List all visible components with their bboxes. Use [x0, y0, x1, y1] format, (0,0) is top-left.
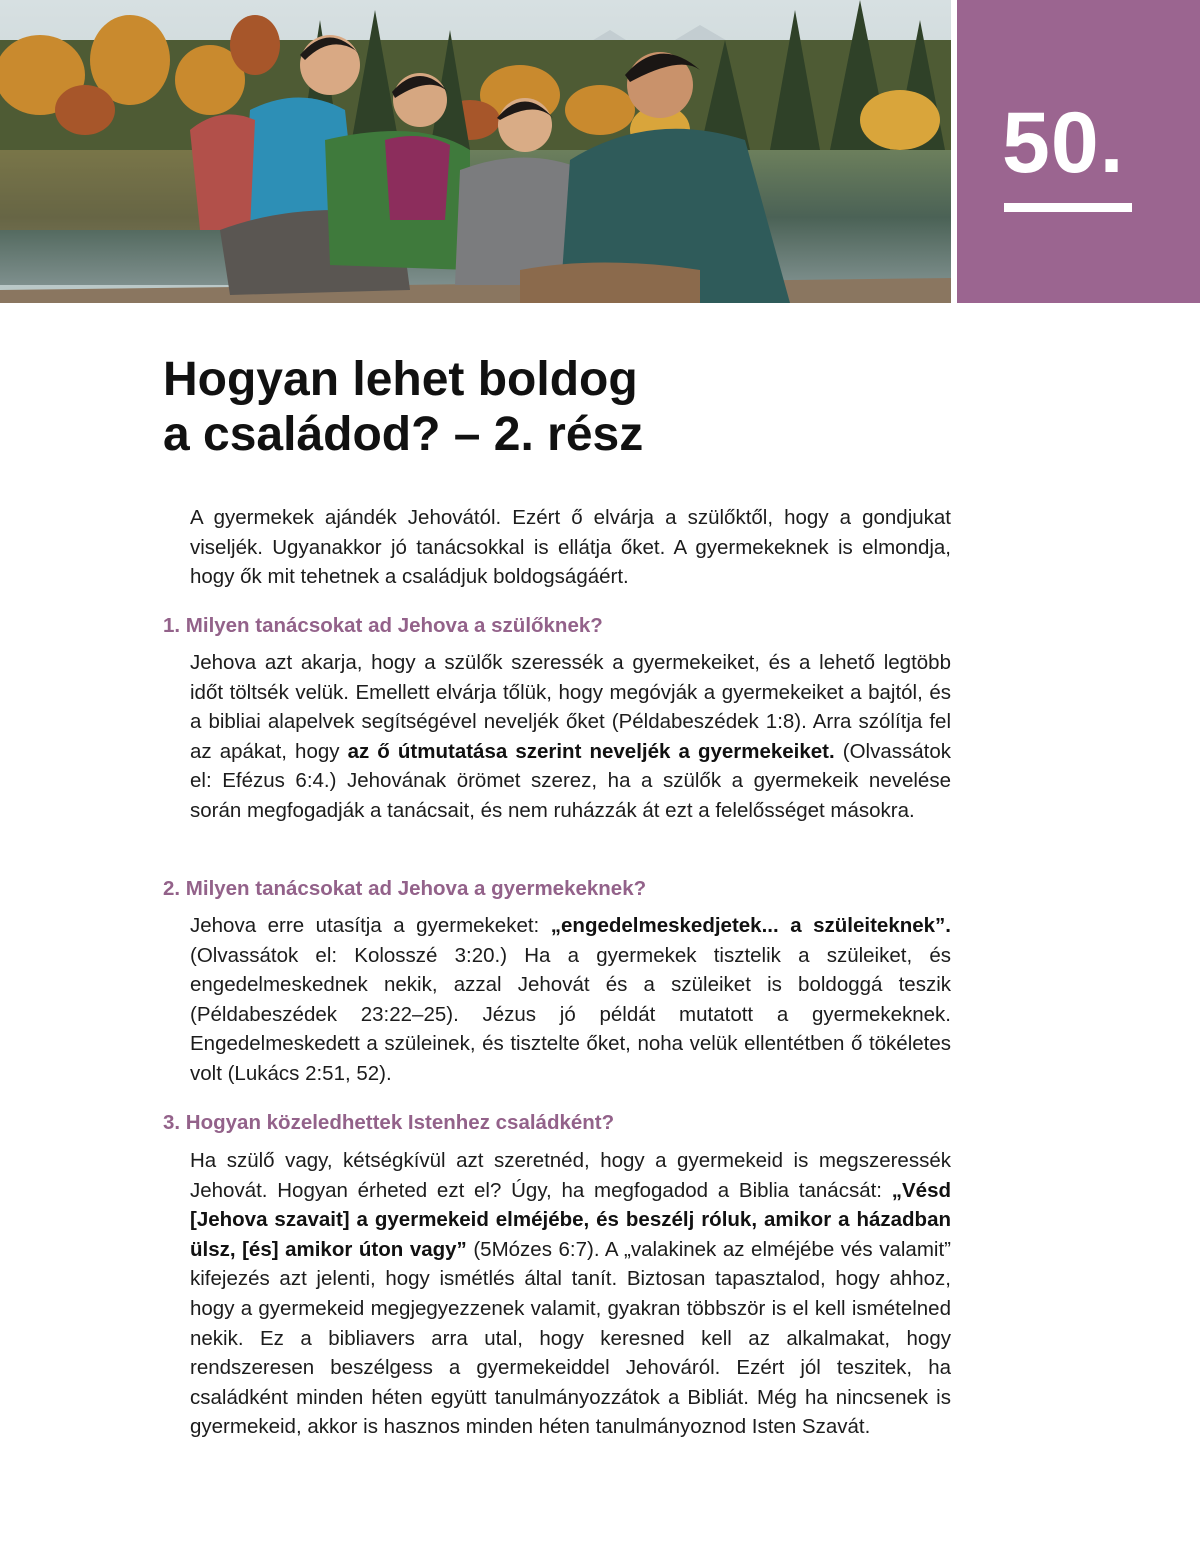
section-3-emphasis: „Vésd [Jehova szavait] a gyermekeid elméjébe, és beszélj róluk, amikor a házadban ülsz, [és] amikor úton vagy”: [190, 1178, 951, 1261]
section-2-heading: 2. Milyen tanácsokat ad Jehova a gyermekeknek?: [163, 877, 647, 900]
section-1-paragraph: [190, 648, 951, 826]
section-1-heading: 1. Milyen tanácsokat ad Jehova a szülőknek?: [163, 614, 603, 637]
section-2-text-a: Jehova erre utasítja a gyermekeket:: [190, 914, 551, 937]
intro-paragraph: A gyermekek ajándék Jehovától. Ezért ő elvárja a szülőktől, hogy a gondjukat viseljék. Ugyanakkor jó tanácsokkal is ellátja őket. A gyermekeknek is elmondja, hogy ők mit tehetnek a családjuk boldogságáért.: [190, 506, 951, 589]
section-1-emphasis: az ő útmutatása szerint neveljék a gyermekeiket.: [347, 739, 835, 763]
title-line-1: Hogyan lehet boldog: [163, 353, 638, 406]
section-3-text-b: (5Mózes 6:7). A „valakinek az elméjébe vés valamit” kifejezés azt jelenti, hogy ismétlés által tanít. Biztosan tapasztalod, hogy ahhoz, hogy a gyermekeid megjegyezzenek valamit, gyakran többször is el kell ismételned nekik. Ez a bibliavers arra utal, hogy keresned kell az alkalmakat, hogy rendszeresen beszélgess a gyermekeiddel Jehováról. Ezért jól teszitek, ha családként minden héten együtt tanulmányozzátok a Bibliát. Még ha nincsenek is gyermekeid, akkor is hasznos minden héten tanulmányoznod Isten Szavát.: [190, 1237, 951, 1439]
family-by-lake-illustration: [0, 0, 951, 303]
section-3-text-a: Ha szülő vagy, kétségkívül azt szeretnéd, hogy a gyermekeid is megszeressék Jehovát. Hogyan érheted ezt el? Úgy, ha megfogadod a Biblia tanácsát:: [190, 1149, 951, 1202]
section-2-text-b: (Olvassátok el: Kolosszé 3:20.) Ha a gyermekek tisztelik a szüleiket, és engedelmeskednek nekik, azzal Jehovát és a szüleiket is boldoggá teszik (Példabeszédek 23:22–25). Jézus jó példát mutatott a gyermekeknek. Engedelmeskedett a szüleinek, és tisztelte őket, noha velük ellentétben ő tökéletes volt (Lukács 2:51, 52).: [190, 943, 951, 1085]
section-1-text-b: (Olvassátok el: Efézus 6:4.) Jehovának örömet szerez, ha a szülők a gyermekeik nevelése során megfogadják a tanácsait, és nem ruházzák át ezt a felelősséget másokra.: [190, 739, 952, 822]
chapter-underline: [1004, 203, 1132, 212]
section-3-heading: 3. Hogyan közeledhettek Istenhez családként?: [163, 1111, 615, 1134]
section-1-text-a: Jehova azt akarja, hogy a szülők szeressék a gyermekeiket, és a lehető legtöbb időt töltsék velük. Emellett elvárja tőlük, hogy megóvják a gyermekeiket a bajtól, és a bibliai alapelvek segítségével neveljék őket (Példabeszédek 1:8). Arra szólítja fel az apákat, hogy: [190, 651, 951, 763]
title-line-2: a családod? – 2. rész: [163, 408, 644, 461]
section-2-paragraph: [190, 911, 951, 1089]
page-title: [163, 352, 963, 462]
section-3-paragraph: [190, 1146, 951, 1442]
section-2-emphasis: „engedelmeskedjetek... a szüleiteknek”.: [550, 914, 951, 937]
chapter-number: 50.: [1002, 95, 1125, 191]
hero-photo: [0, 0, 951, 303]
